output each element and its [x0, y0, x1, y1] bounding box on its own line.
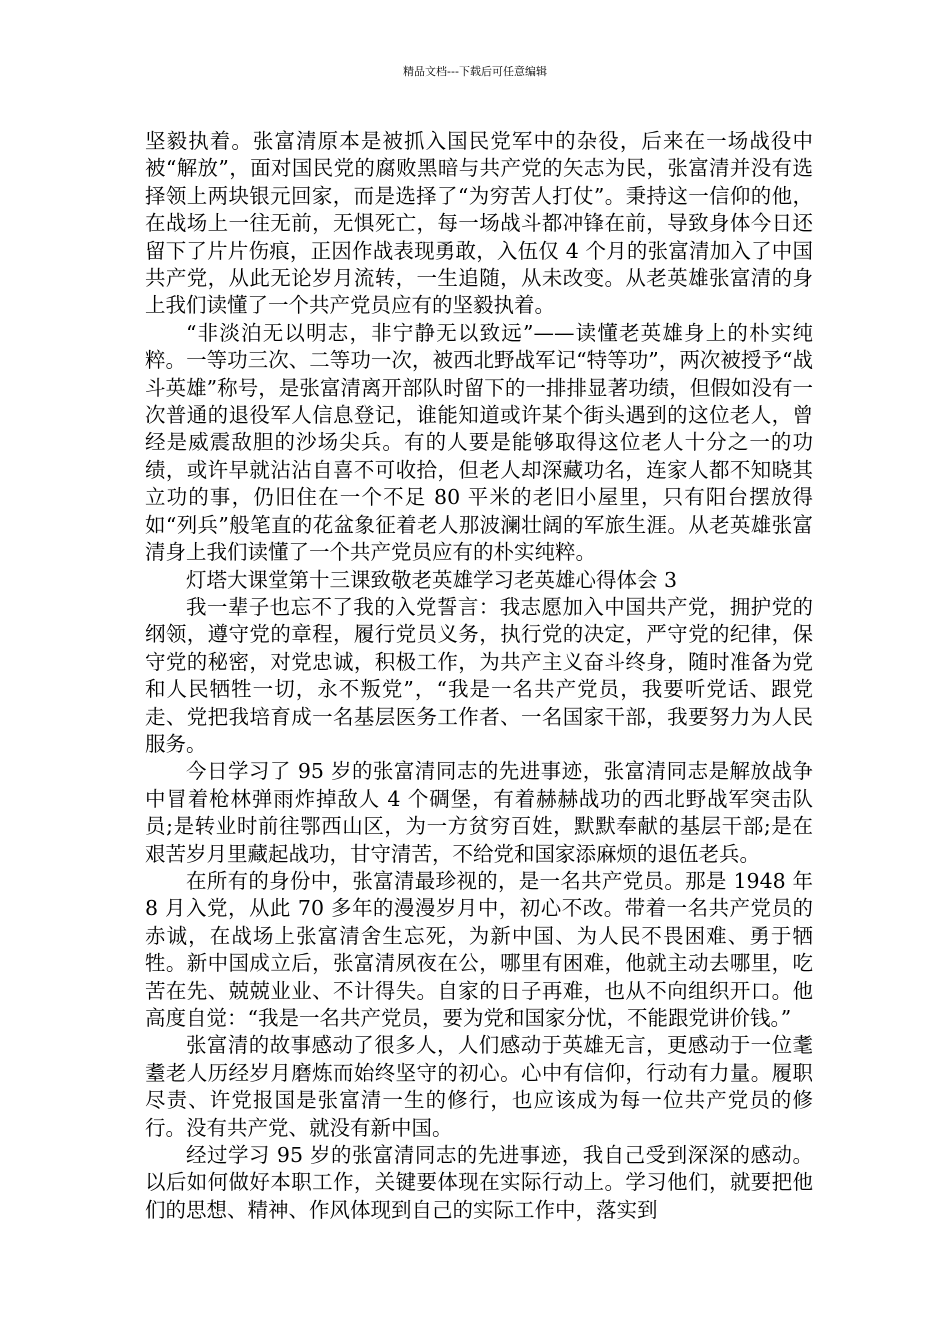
paragraph-1: 坚毅执着。张富清原本是被抓入国民党军中的杂役，后来在一场战役中被“解放”，面对国民党的腐败黑暗与共产党的矢志为民，张富清并没有选择领上两块银元回家，而是选择了“为穷苦人打仗”。秉持这一信仰的他，在战场上一往无前，无惧死亡，每一场战斗都冲锋在前，导致身体今日还留下了片片伤痕，正因作战表现勇敢，入伍仅 4 个月的张富清加入了中国共产党，从此无论岁月流转，一生追随，从未改变。从老英雄张富清的身上我们读懂了一个共产党员应有的坚毅执着。: [145, 129, 813, 318]
paragraph-4: 我一辈子也忘不了我的入党誓言：我志愿加入中国共产党，拥护党的纲领，遵守党的章程，履行党员义务，执行党的决定，严守党的纪律，保守党的秘密，对党忠诚，积极工作，为共产主义奋斗终身，随时准备为党和人民牺牲一切，永不叛党”，“我是一名共产党员，我要听党话、跟党走、党把我培育成一名基层医务工作者、一名国家干部，我要努力为人民服务。: [145, 594, 813, 756]
paragraph-8: 经过学习 95 岁的张富清同志的先进事迹，我自己受到深深的感动。以后如何做好本职工作，关键要体现在实际行动上。学习他们，就要把他们的思想、精神、作风体现到自己的实际工作中，落实到: [145, 1143, 813, 1222]
paragraph-2: “非淡泊无以明志，非宁静无以致远”——读懂老英雄身上的朴实纯粹。一等功三次、二等功一次，被西北野战军记“特等功”，两次被授予“战斗英雄”称号，是张富清离开部队时留下的一排排显著功绩，但假如没有一次普通的退役军人信息登记，谁能知道或许某个街头遇到的这位老人，曾经是威震敌胆的沙场尖兵。有的人要是能够取得这位老人十分之一的功绩，或许早就沾沾自喜不可收拾，但老人却深藏功名，连家人都不知晓其立功的事，仍旧住在一个不足 80 平米的老旧小屋里，只有阳台摆放得如“列兵”般笔直的花盆象征着老人那波澜壮阔的军旅生涯。从老英雄张富清身上我们读懂了一个共产党员应有的朴实纯粹。: [145, 320, 813, 565]
paragraph-6: 在所有的身份中，张富清最珍视的，是一名共产党员。那是 1948 年 8 月入党，从此 70 多年的漫漫岁月中，初心不改。带着一名共产党员的赤诚，在战场上张富清舍生忘死，为新中国、为人民不畏困难、勇于牺牲。新中国成立后，张富清夙夜在公，哪里有困难，他就主动去哪里，吃苦在先、兢兢业业、不计得失。自家的日子再难，也从不向组织开口。他高度自觉：“我是一名共产党员，要为党和国家分忧，不能跟党讲价钱。”: [145, 868, 813, 1030]
paragraph-5: 今日学习了 95 岁的张富清同志的先进事迹，张富清同志是解放战争中冒着枪林弹雨炸掉敌人 4 个碉堡，有着赫赫战功的西北野战军突击队员;是转业时前往鄂西山区，为一方贫穷百姓，默默奉献的基层干部;是在艰苦岁月里藏起战功，甘守清苦，不给党和国家添麻烦的退伍老兵。: [145, 759, 813, 866]
paragraph-7: 张富清的故事感动了很多人，人们感动于英雄无言，更感动于一位耄耋老人历经岁月磨炼而始终坚守的初心。心中有信仰，行动有力量。履职尽责、许党报国是张富清一生的修行，也应该成为每一位共产党员的修行。没有共产党、就没有新中国。: [145, 1033, 813, 1140]
document-body: [145, 128, 813, 1224]
page-header: 精品文档---下载后可任意编辑: [403, 65, 547, 78]
section-heading: 灯塔大课堂第十三课致敬老英雄学习老英雄心得体会 3: [186, 567, 678, 592]
